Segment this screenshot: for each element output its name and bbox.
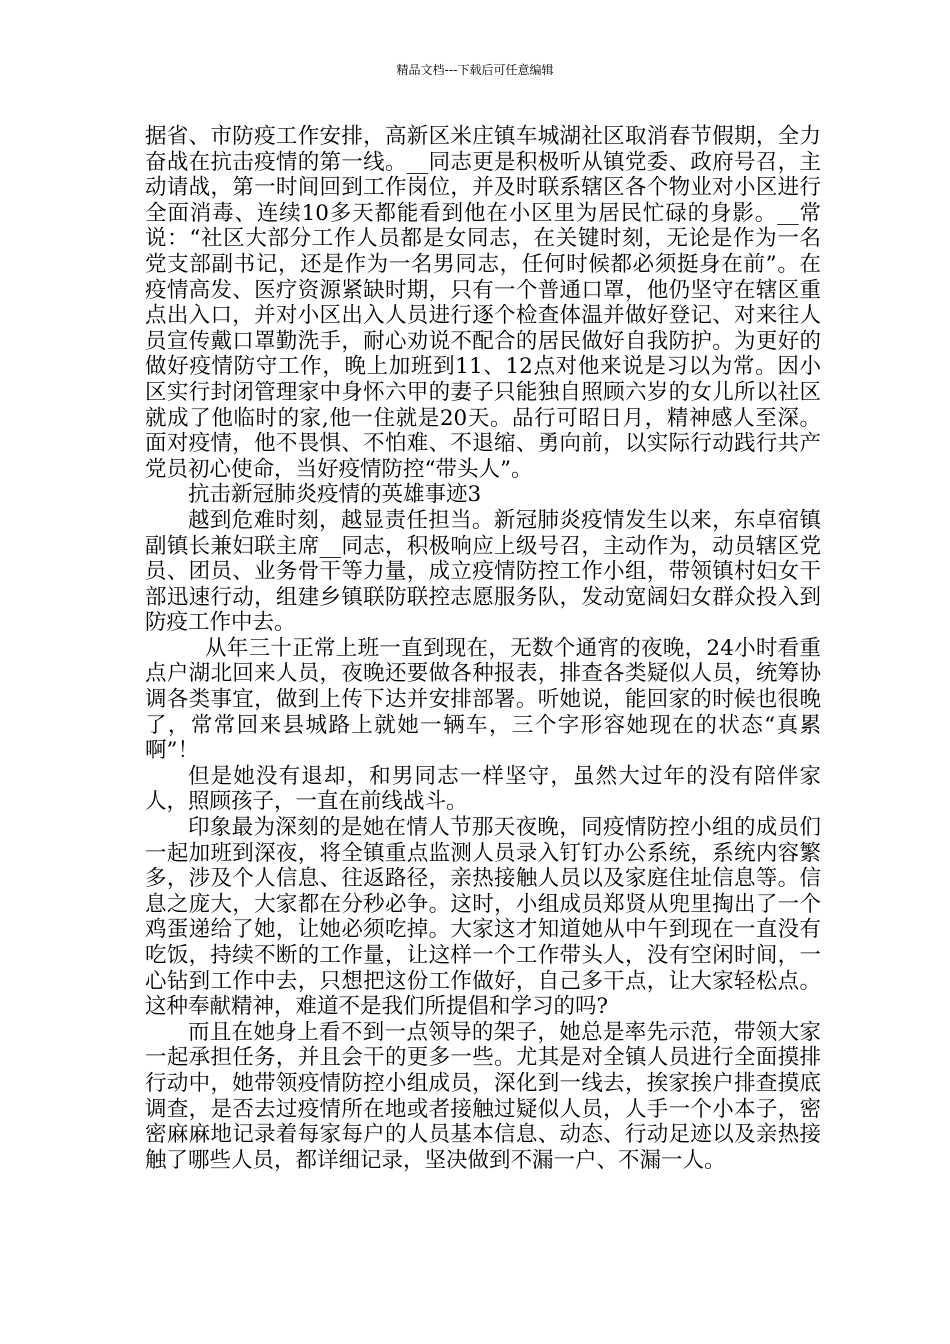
paragraph-5: 印象最为深刻的是她在情人节那天夜晚，同疫情防控小组的成员们一起加班到深夜，将全镇重点监测人员录入钉钉办公系统，系统内容繁多，涉及个人信息、往返路径，亲热接触人员以及家庭住址信息等。信息之庞大，大家都在分秒必争。这时，小组成员郑贤从兜里掏出了一个鸡蛋递给了她，让她必须吃掉。大家这才知道她从中午到现在一直没有吃饭，持续不断的工作量，让这样一个工作带头人，没有空闲时间，一心钻到工作中去，只想把这份工作做好，自己多干点，让大家轻松点。这种奉献精神，难道不是我们所提倡和学习的吗? (145, 815, 821, 1020)
paragraph-2: 越到危难时刻，越显责任担当。新冠肺炎疫情发生以来，东卓宿镇副镇长兼妇联主席__同志，积极响应上级号召，主动作为，动员辖区党员、团员、业务骨干等力量，成立疫情防控工作小组，带领镇村妇女干部迅速行动，组建乡镇联防联控志愿服务队，发动宽阔妇女群众投入到防疫工作中去。 (145, 507, 821, 636)
section-heading: 抗击新冠肺炎疫情的英雄事迹3 (188, 482, 482, 508)
paragraph-6: 而且在她身上看不到一点领导的架子，她总是率先示范，带领大家一起承担任务，并且会干的更多一些。尤其是对全镇人员进行全面摸排行动中，她带领疫情防控小组成员，深化到一线去，挨家挨户排查摸底调查，是否去过疫情所在地或者接触过疑似人员，人手一个小本子，密密麻麻地记录着每家每户的人员基本信息、动态、行动足迹以及亲热接触了哪些人员，都详细记录，坚决做到不漏一户、不漏一人。 (145, 1019, 821, 1173)
paragraph-1: 据省、市防疫工作安排，高新区米庄镇车城湖社区取消春节假期，全力奋战在抗击疫情的第一线。__同志更是积极听从镇党委、政府号召，主动请战，第一时间回到工作岗位，并及时联系辖区各个物业对小区进行全面消毒、连续10多天都能看到他在小区里为居民忙碌的身影。__常说：“社区大部分工作人员都是女同志，在关键时刻，无论是作为一名党支部副书记，还是作为一名男同志，任何时候都必须挺身在前”。在疫情高发、医疗资源紧缺时期，只有一个普通口罩，他仍坚守在辖区重点出入口，并对小区出入人员进行逐个检查体温并做好登记、对来往人员宣传戴口罩勤洗手，耐心劝说不配合的居民做好自我防护。为更好的做好疫情防守工作，晚上加班到11、12点对他来说是习以为常。因小区实行封闭管理家中身怀六甲的妻子只能独自照顾六岁的女儿所以社区就成了他临时的家,他一住就是20天。品行可昭日月，精神感人至深。面对疫情，他不畏惧、不怕难、不退缩、勇向前，以实际行动践行共产党员初心使命，当好疫情防控“带头人”。 (145, 124, 821, 482)
paragraph-3: 从年三十正常上班一直到现在，无数个通宵的夜晚，24小时看重点户湖北回来人员，夜晚还要做各种报表，排查各类疑似人员，统筹协调各类事宜，做到上传下达并安排部署。听她说，能回家的时候也很晚了，常常回来县城路上就她一辆车，三个字形容她现在的状态“真累啊”！ (145, 635, 821, 764)
page-header: 精品文档---下载后可任意编辑 (396, 63, 554, 77)
paragraph-4: 但是她没有退却，和男同志一样坚守，虽然大过年的没有陪伴家人，照顾孩子，一直在前线战斗。 (145, 763, 821, 815)
document-body (145, 124, 821, 1173)
